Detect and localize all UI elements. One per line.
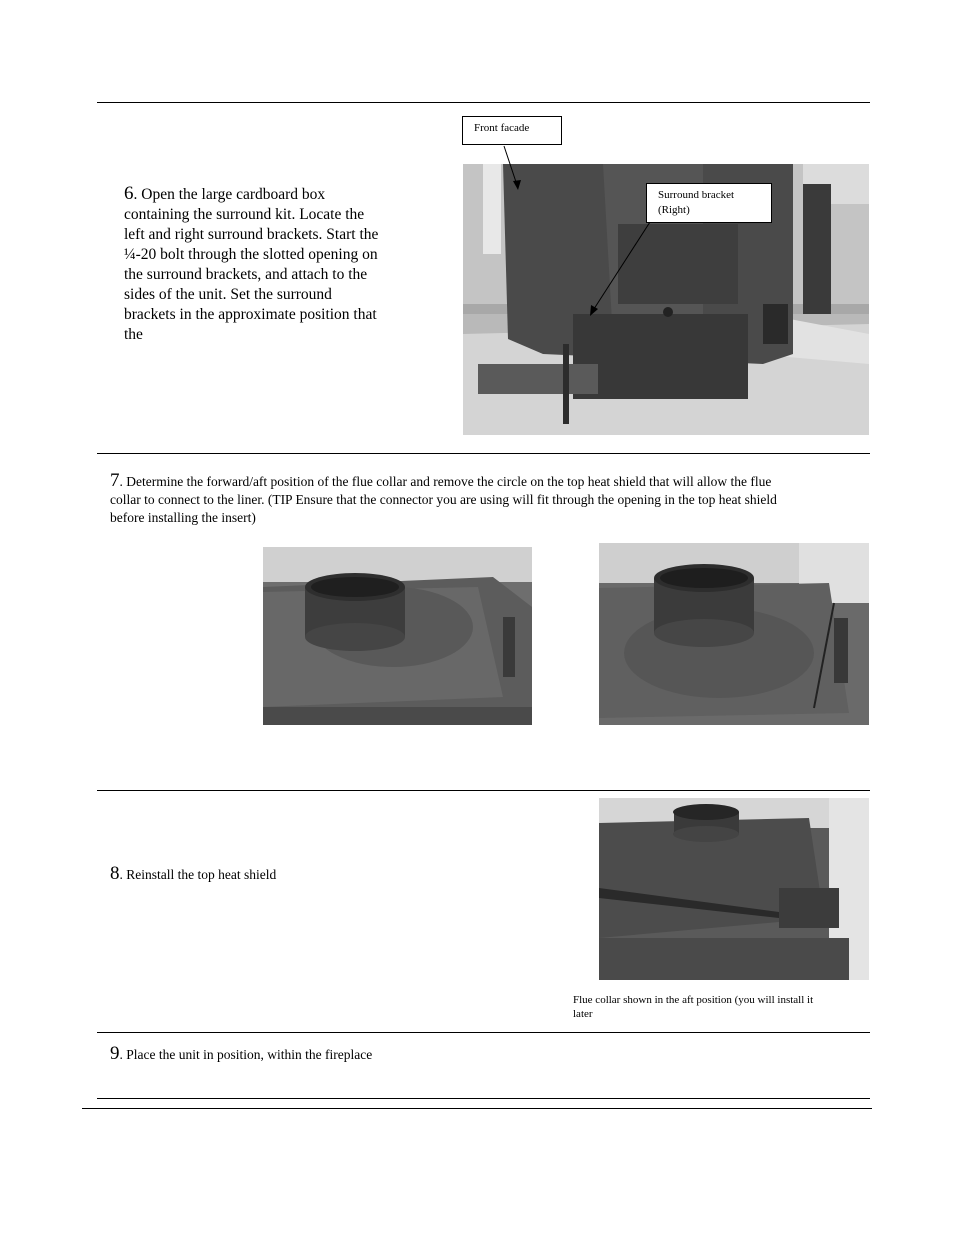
callout-surround-bracket: Surround bracket (Right) bbox=[646, 183, 772, 223]
section-divider bbox=[97, 790, 870, 791]
section-divider bbox=[97, 1032, 870, 1033]
step-9-text: 9. Place the unit in position, within the fireplace bbox=[110, 1043, 373, 1064]
section-divider bbox=[97, 453, 870, 454]
step-8-text: 8. Reinstall the top heat shield bbox=[110, 863, 277, 884]
page-footer-rule bbox=[82, 1108, 872, 1109]
top-heat-shield-photo bbox=[599, 798, 869, 980]
step-number: 7 bbox=[110, 472, 120, 491]
step-8-caption: Flue collar shown in the aft position (you will install it later bbox=[573, 994, 814, 1020]
step-number: 9 bbox=[110, 1043, 120, 1064]
section-divider bbox=[97, 1098, 870, 1099]
flue-collar-photo-aft bbox=[599, 543, 869, 725]
step-6-text: 6. Open the large cardboard box containing the surround kit. Locate the left and right surround brackets. Start the ¼-20 bolt through the slotted opening on the surround brackets, and attach to the sides of the unit. Set the surround brackets in the approximate position that the bbox=[124, 184, 379, 343]
step-7-text: 7. Determine the forward/aft position of the flue collar and remove the circle on the top heat shield that will allow the flue collar to connect to the liner. (TIP Ensure that the connector you are using will fit through the opening in the top heat shield before installing the insert) bbox=[110, 472, 777, 525]
callout-front-facade: Front facade bbox=[462, 116, 562, 145]
step-number: 8 bbox=[110, 863, 120, 884]
section-divider bbox=[97, 102, 870, 103]
step-number: 6 bbox=[124, 184, 134, 204]
flue-collar-photo-forward bbox=[263, 547, 532, 725]
